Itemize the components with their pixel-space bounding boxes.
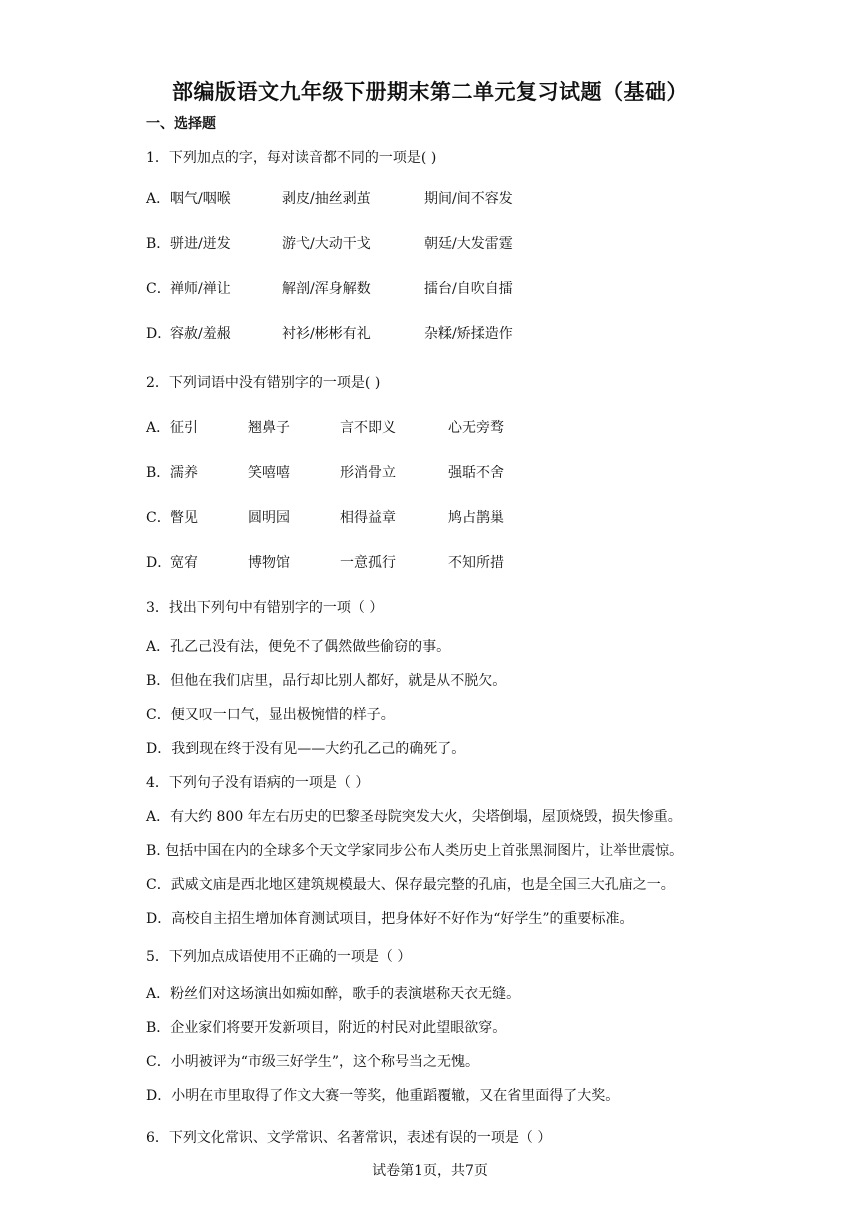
q2-option-c[interactable] — [146, 507, 504, 527]
q1-c-item-3: 擂台/自吹自擂 — [424, 281, 513, 297]
q1-b-item-1: 骈进/迸发 — [170, 236, 231, 252]
q4-option-d[interactable]: D．高校自主招生增加体育测试项目，把身体好不好作为“好学生”的重要标准。 — [146, 911, 634, 927]
option-label: D． — [146, 555, 172, 571]
page-footer: 试卷第1页，共7页 — [372, 1163, 488, 1179]
q2-c-item-3: 相得益章 — [340, 510, 396, 526]
q3-option-c[interactable]: C．便又叹一口气，显出极惋惜的样子。 — [146, 707, 395, 723]
q1-a-item-3: 期间/间不容发 — [424, 191, 513, 207]
q2-option-b[interactable] — [146, 462, 504, 482]
question-6-stem: 6．下列文化常识、文学常识、名著常识，表述有误的一项是（ ） — [146, 1130, 552, 1146]
option-label: C． — [146, 281, 171, 297]
q1-d-item-2: 衬衫/彬彬有礼 — [282, 326, 371, 342]
q5-option-b[interactable]: B．企业家们将要开发新项目，附近的村民对此望眼欲穿。 — [146, 1020, 507, 1036]
q2-b-item-4: 强聒不舍 — [448, 465, 504, 481]
q1-b-item-2: 游弋/大动干戈 — [282, 236, 371, 252]
option-label: B． — [146, 236, 171, 252]
q2-a-item-4: 心无旁骛 — [448, 420, 504, 436]
q2-c-item-2: 圆明园 — [248, 510, 290, 526]
q3-option-a[interactable]: A．孔乙己没有法，便免不了偶然做些偷窃的事。 — [146, 639, 451, 655]
q2-a-item-1: 征引 — [170, 420, 198, 436]
question-1-stem: 1．下列加点的字，每对读音都不同的一项是( ) — [146, 150, 437, 166]
option-label: B． — [146, 465, 171, 481]
q4-option-a[interactable]: A．有大约 800 年左右历史的巴黎圣母院突发大火，尖塔倒塌，屋顶烧毁，损失惨重。 — [146, 809, 682, 825]
q1-a-item-2: 剥皮/抽丝剥茧 — [282, 191, 371, 207]
q1-option-a[interactable] — [146, 188, 513, 208]
q1-c-item-1: 禅师/禅让 — [170, 281, 231, 297]
question-4-stem: 4．下列句子没有语病的一项是（ ） — [146, 775, 370, 791]
question-2-stem: 2．下列词语中没有错别字的一项是( ) — [146, 375, 381, 391]
q2-c-item-4: 鸠占鹊巢 — [448, 510, 504, 526]
q1-option-b[interactable] — [146, 233, 513, 253]
q1-d-item-1: 容赦/羞赧 — [170, 326, 231, 342]
q2-d-item-4: 不知所措 — [448, 555, 504, 571]
q4-option-c[interactable]: C．武威文庙是西北地区建筑规模最大、保存最完整的孔庙，也是全国三大孔庙之一。 — [146, 877, 675, 893]
q1-option-d[interactable] — [146, 323, 513, 343]
q2-option-d[interactable] — [146, 552, 504, 572]
q5-option-c[interactable]: C．小明被评为“市级三好学生”，这个称号当之无愧。 — [146, 1054, 480, 1070]
q2-b-item-3: 形消骨立 — [340, 465, 396, 481]
q1-option-c[interactable] — [146, 278, 513, 298]
q2-b-item-2: 笑嘻嘻 — [248, 465, 290, 481]
q1-d-item-3: 杂糅/矫揉造作 — [424, 326, 513, 342]
q3-option-d[interactable]: D．我到现在终于没有见——大约孔乙己的确死了。 — [146, 741, 466, 757]
q2-a-item-2: 翘鼻子 — [248, 420, 290, 436]
q1-b-item-3: 朝廷/大发雷霆 — [424, 236, 513, 252]
q2-d-item-1: 宽宥 — [170, 555, 198, 571]
page-title: 部编版语文九年级下册期末第二单元复习试题（基础） — [172, 80, 688, 104]
option-label: C． — [146, 510, 171, 526]
question-3-stem: 3．找出下列句中有错别字的一项（ ） — [146, 600, 384, 616]
q1-a-item-1: 咽气/咽喉 — [170, 191, 231, 207]
option-label: A． — [146, 191, 171, 207]
q2-d-item-2: 博物馆 — [248, 555, 290, 571]
q2-b-item-1: 濡养 — [170, 465, 198, 481]
q2-option-a[interactable] — [146, 417, 504, 437]
q2-c-item-1: 瞥见 — [170, 510, 198, 526]
section-heading: 一、选择题 — [146, 116, 216, 132]
q2-a-item-3: 言不即义 — [340, 420, 396, 436]
q2-d-item-3: 一意孤行 — [340, 555, 396, 571]
q1-c-item-2: 解剖/浑身解数 — [282, 281, 371, 297]
q4-option-b[interactable]: B. 包括中国在内的全球多个天文学家同步公布人类历史上首张黑洞图片，让举世震惊。 — [146, 843, 684, 859]
option-label: D． — [146, 326, 172, 342]
q5-option-d[interactable]: D．小明在市里取得了作文大赛一等奖，他重蹈覆辙，又在省里面得了大奖。 — [146, 1088, 620, 1104]
question-5-stem: 5．下列加点成语使用不正确的一项是（ ） — [146, 949, 412, 965]
q5-option-a[interactable]: A．粉丝们对这场演出如痴如醉，歌手的表演堪称天衣无缝。 — [146, 986, 521, 1002]
q3-option-b[interactable]: B．但他在我们店里，品行却比别人都好，就是从不脱欠。 — [146, 673, 507, 689]
option-label: A． — [146, 420, 171, 436]
